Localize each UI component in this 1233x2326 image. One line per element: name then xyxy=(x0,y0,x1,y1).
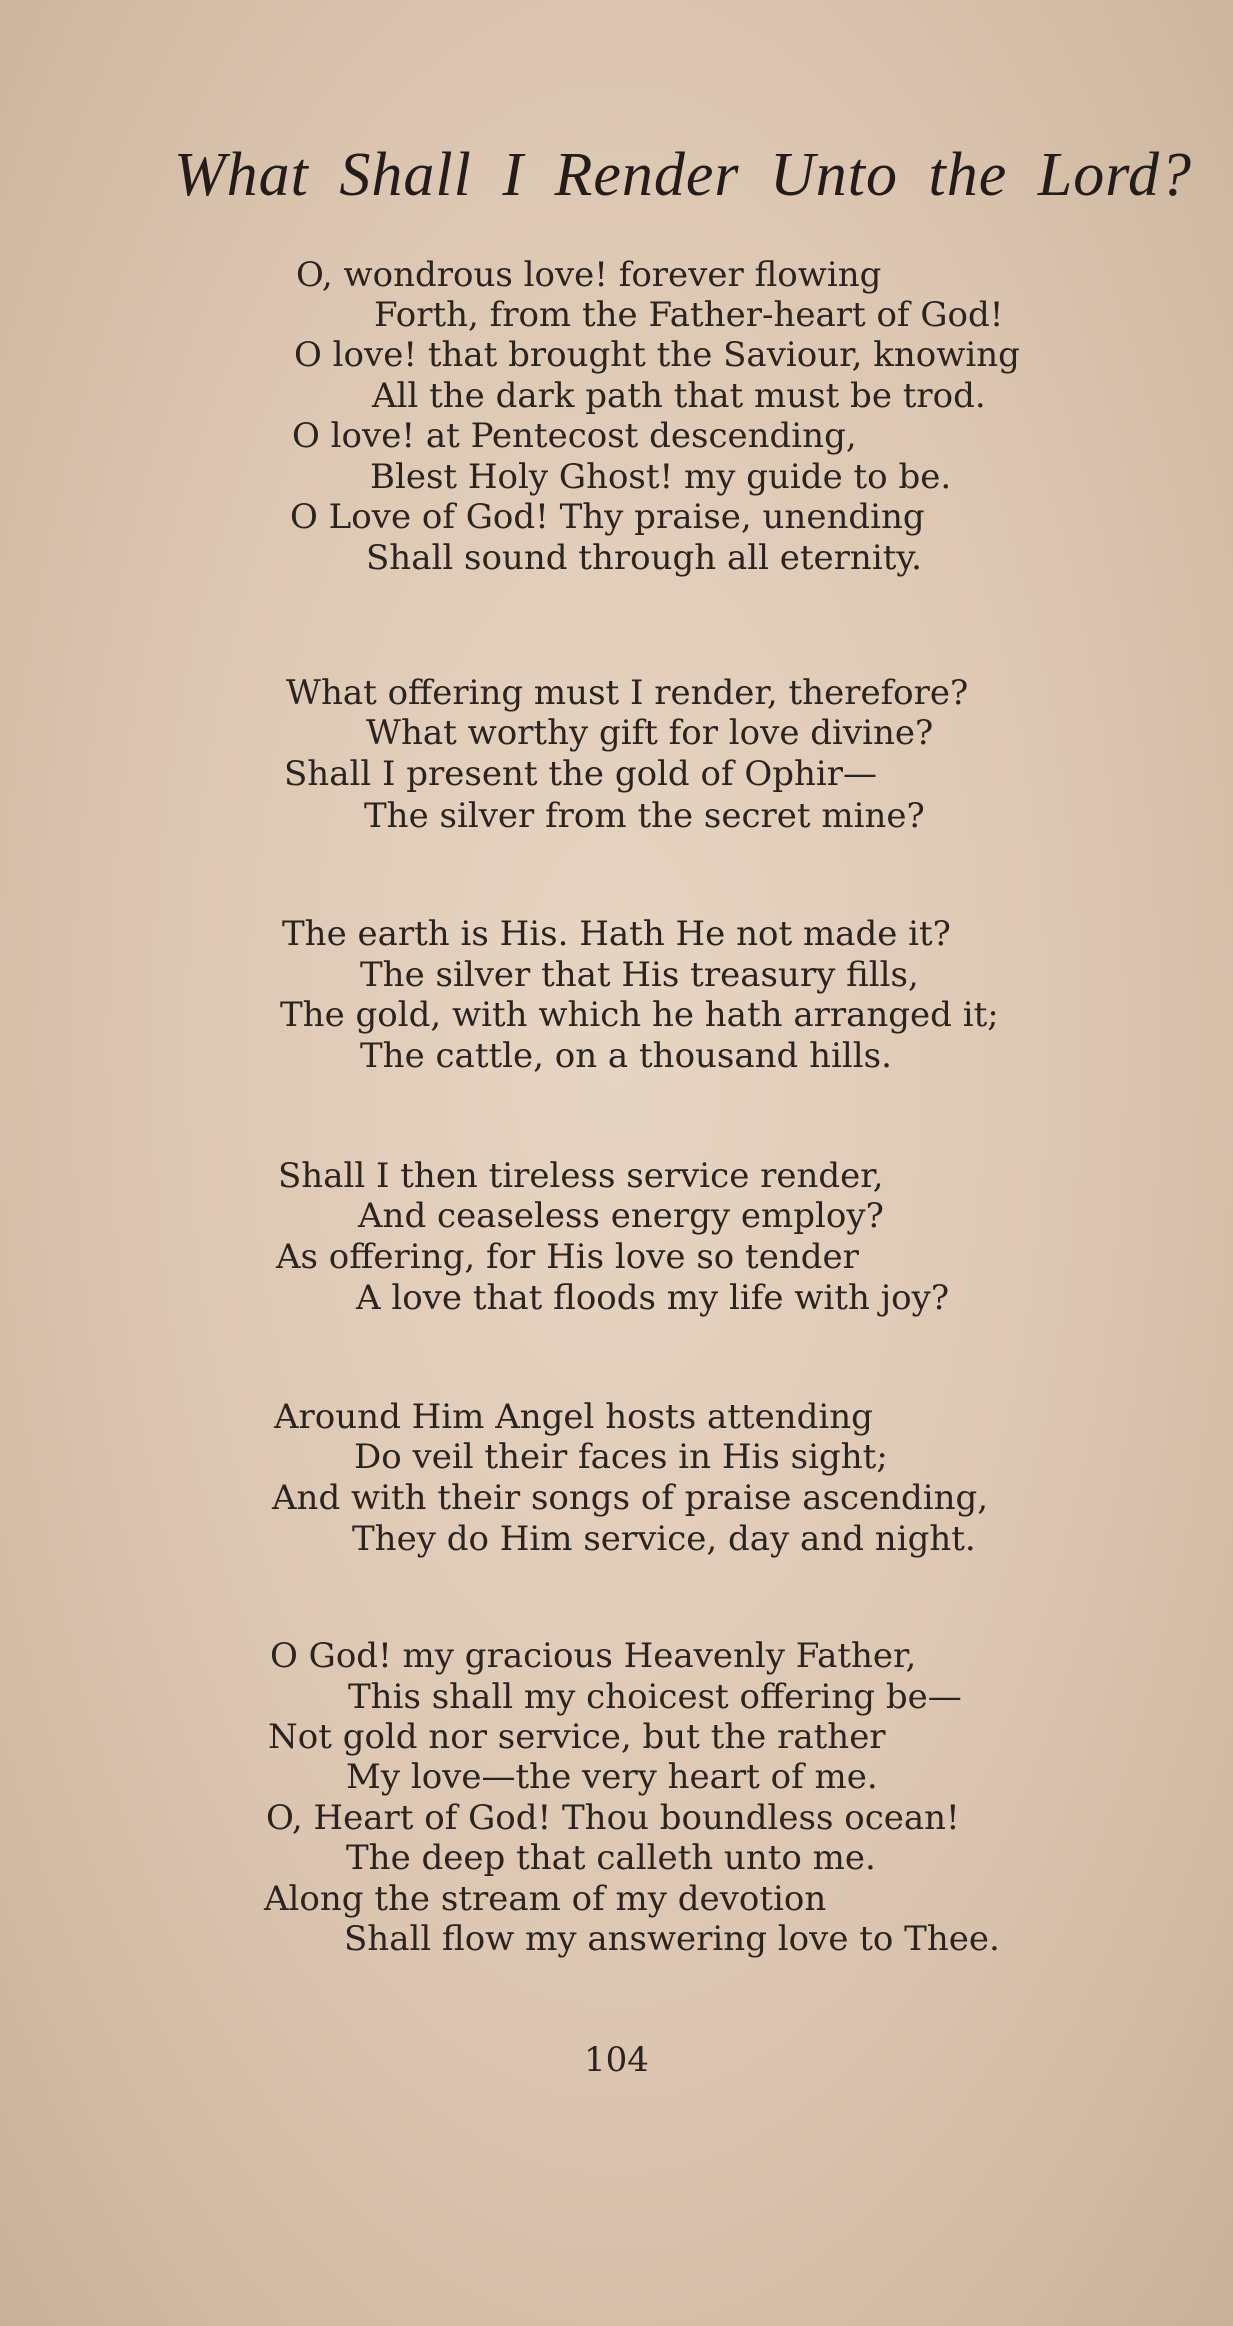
poem-line: O Love of God! Thy praise, unending xyxy=(290,497,925,537)
poem-line: O love! that brought the Saviour, knowing xyxy=(294,335,1020,375)
poem-line: The gold, with which he hath arranged it; xyxy=(280,995,999,1035)
poem-line: O love! at Pentecost descending, xyxy=(292,416,857,456)
poem-line: Shall sound through all eternity. xyxy=(366,538,922,578)
poem-line: All the dark path that must be trod. xyxy=(372,376,986,416)
poem-line: Forth, from the Father-heart of God! xyxy=(374,295,1004,335)
poem-line: O God! my gracious Heavenly Father, xyxy=(270,1636,917,1676)
poem-line: The silver that His treasury fills, xyxy=(360,955,919,995)
poem-line: Not gold nor service, but the rather xyxy=(268,1717,886,1757)
poem-line: The cattle, on a thousand hills. xyxy=(360,1036,892,1076)
poem-line: Shall I then tireless service render, xyxy=(278,1156,884,1196)
poem-line: A love that floods my life with joy? xyxy=(356,1278,950,1318)
poem-line: Shall flow my answering love to Thee. xyxy=(344,1919,1000,1959)
poem-line: As offering, for His love so tender xyxy=(276,1237,859,1277)
poem-line: What worthy gift for love divine? xyxy=(366,713,934,753)
poem-line: Shall I present the gold of Ophir— xyxy=(284,754,878,794)
poem-line: What offering must I render, therefore? xyxy=(286,673,969,713)
poem-line: The silver from the secret mine? xyxy=(364,796,925,836)
poem-line: Around Him Angel hosts attending xyxy=(274,1397,873,1437)
poem-line: Blest Holy Ghost! my guide to be. xyxy=(370,457,952,497)
poem-line: They do Him service, day and night. xyxy=(352,1519,976,1559)
poem-line: The earth is His. Hath He not made it? xyxy=(282,914,951,954)
poem-line: Do veil their faces in His sight; xyxy=(354,1437,888,1477)
poem-line: And ceaseless energy employ? xyxy=(358,1196,884,1236)
poem-line: O, Heart of God! Thou boundless ocean! xyxy=(266,1798,960,1838)
page-number: 104 xyxy=(584,2040,649,2080)
poem-title: What Shall I Render Unto the Lord? xyxy=(174,141,1193,209)
poem-line: The deep that calleth unto me. xyxy=(346,1838,876,1878)
poem-line: O, wondrous love! forever flowing xyxy=(296,255,882,295)
poem-line: This shall my choicest offering be— xyxy=(348,1677,962,1717)
poem-line: My love—the very heart of me. xyxy=(346,1757,878,1797)
poem-line: And with their songs of praise ascending, xyxy=(272,1478,989,1518)
poem-line: Along the stream of my devotion xyxy=(264,1879,827,1919)
